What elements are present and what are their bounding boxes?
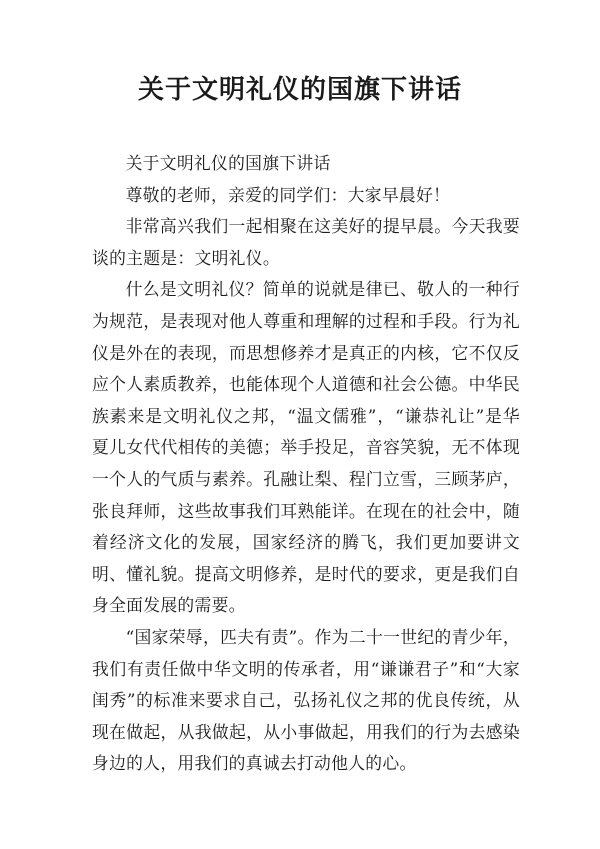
paragraph-conclusion: “国家荣辱，匹夫有责”。作为二十一世纪的青少年，我们有责任做中华文明的传承者，用“谦谦君子”和“大家闺秀”的标准来要求自己，弘扬礼仪之邦的优良传统，从现在做起，从我做起，从小事做起，用我们的行为去感染身边的人，用我们的真诚去打动他人的心。 (92, 626, 520, 774)
document-title: 关于文明礼仪的国旗下讲话 (137, 75, 462, 105)
paragraph-greeting: 尊敬的老师，亲爱的同学们：大家早晨好！ (125, 184, 451, 205)
paragraph-intro: 非常高兴我们一起相聚在这美好的提早晨。今天我要谈的主题是：文明礼仪。 (92, 216, 520, 268)
paragraph-heading: 关于文明礼仪的国旗下讲话 (125, 153, 331, 173)
document-body (92, 148, 520, 780)
paragraph-definition: 什么是文明礼仪？简单的说就是律已、敬人的一种行为规范，是表现对他人尊重和理解的过程和手段。行为礼仪是外在的表现，而思想修养才是真正的内核，它不仅反应个人素质教养，也能体现个人道德和社会公德。中华民族素来是文明礼仪之邦，“温文儒雅”，“谦恭礼让”是华夏儿女代代相传的美德；举手投足，音容笑貌，无不体现一个人的气质与素养。孔融让梨、程门立雪，三顾茅庐，张良拜师，这些故事我们耳熟能详。在现在的社会中，随着经济文化的发展，国家经济的腾飞，我们更加要讲文明、懂礼貌。提高文明修养，是时代的要求，更是我们自身全面发展的需要。 (92, 279, 520, 616)
